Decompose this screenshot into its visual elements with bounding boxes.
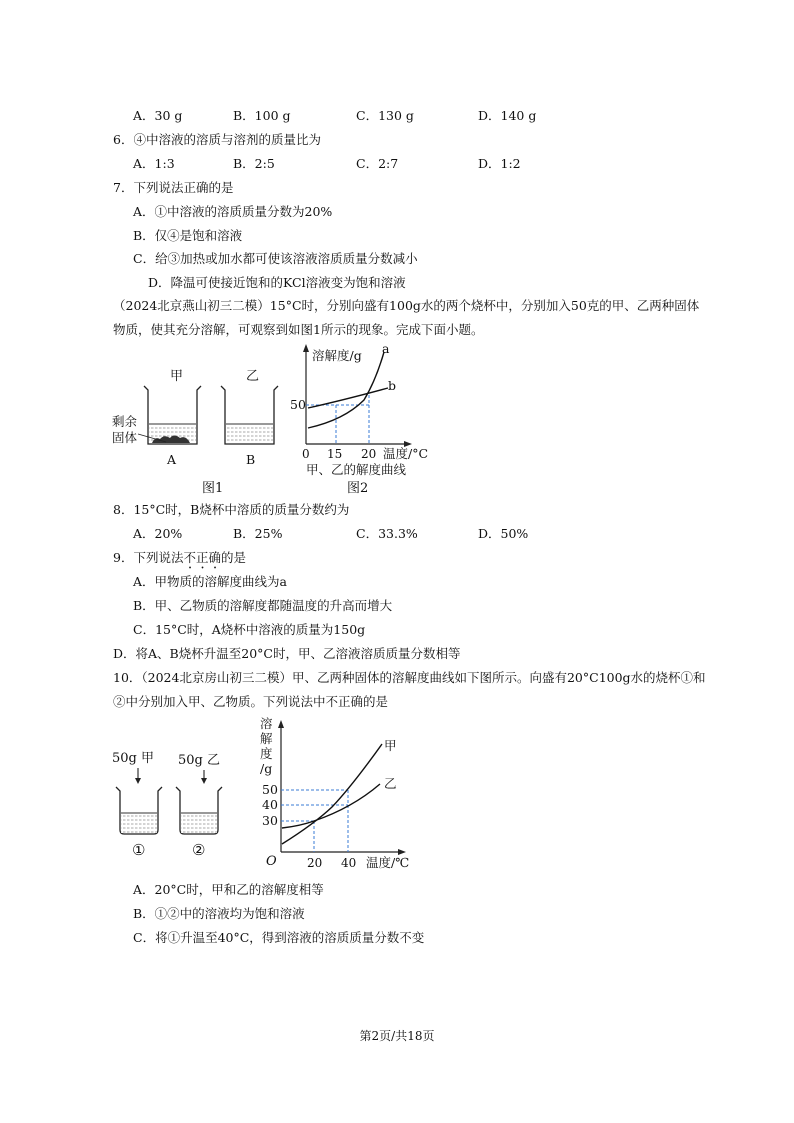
fig3-curve-yi-label: 乙 (384, 776, 397, 791)
fig2-curve-a-label: a (382, 341, 390, 356)
fig2-x-tick-20: 20 (361, 447, 377, 461)
figure-1-caption: 图1 (202, 481, 224, 496)
fig3-x-label: 温度/℃ (366, 855, 410, 870)
q10-option-a: A．20°C时，甲和乙的溶解度相等 (133, 882, 324, 897)
beaker-1 (116, 787, 162, 834)
beaker-2 (176, 787, 222, 834)
q7-option-b: B．仅④是饱和溶液 (133, 228, 243, 243)
figure-3-beakers (108, 742, 238, 862)
q5-option-d: D．140 g (478, 108, 537, 123)
fig2-x-tick-15: 15 (327, 447, 343, 461)
q9-option-a: A．甲物质的溶解度曲线为a (133, 574, 287, 589)
q10-option-c: C．将①升温至40°C，得到溶液的溶质质量分数不变 (133, 930, 425, 945)
q8-option-c: C．33.3% (356, 526, 418, 541)
q9-option-c: C．15°C时，A烧杯中溶液的质量为150g (133, 622, 366, 637)
beaker-a-name: A (167, 452, 177, 467)
q8-option-b: B．25% (233, 526, 283, 541)
fig3-curve-jia-label: 甲 (384, 738, 397, 753)
q6-option-d: D．1:2 (478, 156, 521, 171)
fig3-y-tick-40: 40 (262, 797, 278, 812)
fig3-x-tick-20: 20 (307, 856, 323, 870)
beaker-2-label: ② (192, 841, 206, 859)
figure-1-beakers (108, 362, 298, 497)
fig2-subtitle: 甲、乙的解度曲线 (306, 462, 407, 477)
fig3-y-label-4: /g (260, 761, 273, 776)
beaker-a (144, 386, 201, 444)
curve-a (308, 352, 384, 428)
q8-option-d: D．50% (478, 526, 529, 541)
q9-option-b: B．甲、乙物质的溶解度都随温度的升高而增大 (133, 598, 393, 613)
add-yi-label: 50g 乙 (178, 753, 220, 768)
q5-option-b: B．100 g (233, 108, 291, 123)
figure-2-caption: 图2 (347, 481, 369, 496)
fig3-y-label-1: 溶 (260, 716, 273, 731)
beaker-b-name: B (246, 452, 256, 467)
q6-stem: 6．④中溶液的溶质与溶剂的质量比为 (113, 132, 321, 147)
beaker-a-label: 甲 (170, 369, 184, 384)
q5-option-c: C．130 g (356, 108, 414, 123)
residue-label-2: 固体 (112, 430, 138, 445)
fig2-x-label: 温度/°C (383, 446, 429, 461)
beaker-b (221, 386, 278, 444)
passage-line-2: 物质，使其充分溶解，可观察到如图1所示的现象。完成下面小题。 (113, 322, 484, 337)
q7-stem: 7．下列说法正确的是 (113, 180, 234, 195)
fig3-origin: O (266, 854, 277, 869)
q10-stem-line-1: 10．（2024北京房山初三二模）甲、乙两种固体的溶解度曲线如下图所示。向盛有20°C100g水的烧杯①和 (113, 670, 706, 685)
page-footer: 第2页/共18页 (359, 1029, 435, 1043)
q6-option-a: A．1:3 (133, 156, 175, 171)
add-jia-label: 50g 甲 (112, 751, 154, 766)
q9-stem-pre: 9．下列说法 (113, 550, 184, 565)
q7-option-d: D．降温可使接近饱和的KCl溶液变为饱和溶液 (148, 275, 406, 290)
fig3-y-tick-30: 30 (262, 813, 278, 828)
figure-2-solubility-chart (284, 340, 444, 500)
q6-option-b: B．2:5 (233, 156, 275, 171)
passage-line-1: （2024北京燕山初三二模）15°C时，分别向盛有100g水的两个烧杯中，分别加入50克的甲、乙两种固体 (113, 298, 700, 313)
q9-stem (113, 550, 246, 572)
q8-stem: 8．15°C时，B烧杯中溶质的质量分数约为 (113, 502, 350, 517)
fig2-x-tick-0: 0 (302, 447, 310, 461)
q7-option-c: C．给③加热或加水都可使该溶液溶质质量分数减小 (133, 251, 418, 266)
q7-option-a: A．①中溶液的溶质质量分数为20% (133, 204, 333, 219)
q5-option-a: A．30 g (133, 108, 183, 123)
q9-stem-post: 的是 (220, 550, 246, 565)
beaker-b-label: 乙 (246, 369, 260, 384)
fig3-x-tick-40: 40 (341, 856, 357, 870)
fig2-y-tick-50: 50 (290, 397, 306, 412)
q10-option-b: B．①②中的溶液均为饱和溶液 (133, 906, 305, 921)
fig3-y-tick-50: 50 (262, 782, 278, 797)
q6-option-c: C．2:7 (356, 156, 399, 171)
fig3-y-label-2: 解 (260, 731, 273, 746)
residue-label-1: 剩余 (112, 414, 138, 429)
q9-stem-emphasis: 不正确 (183, 550, 221, 565)
beaker-1-label: ① (132, 841, 146, 859)
figure-3-solubility-chart (252, 712, 412, 872)
q10-stem-line-2: ②中分别加入甲、乙物质。下列说法中不正确的是 (113, 694, 389, 709)
q9-option-d: D．将A、B烧杯升温至20°C时，甲、乙溶液溶质质量分数相等 (113, 646, 461, 661)
fig2-curve-b-label: b (388, 378, 397, 393)
fig2-y-label: 溶解度/g (312, 348, 362, 363)
q8-option-a: A．20% (133, 526, 183, 541)
fig3-y-label-3: 度 (260, 746, 273, 761)
